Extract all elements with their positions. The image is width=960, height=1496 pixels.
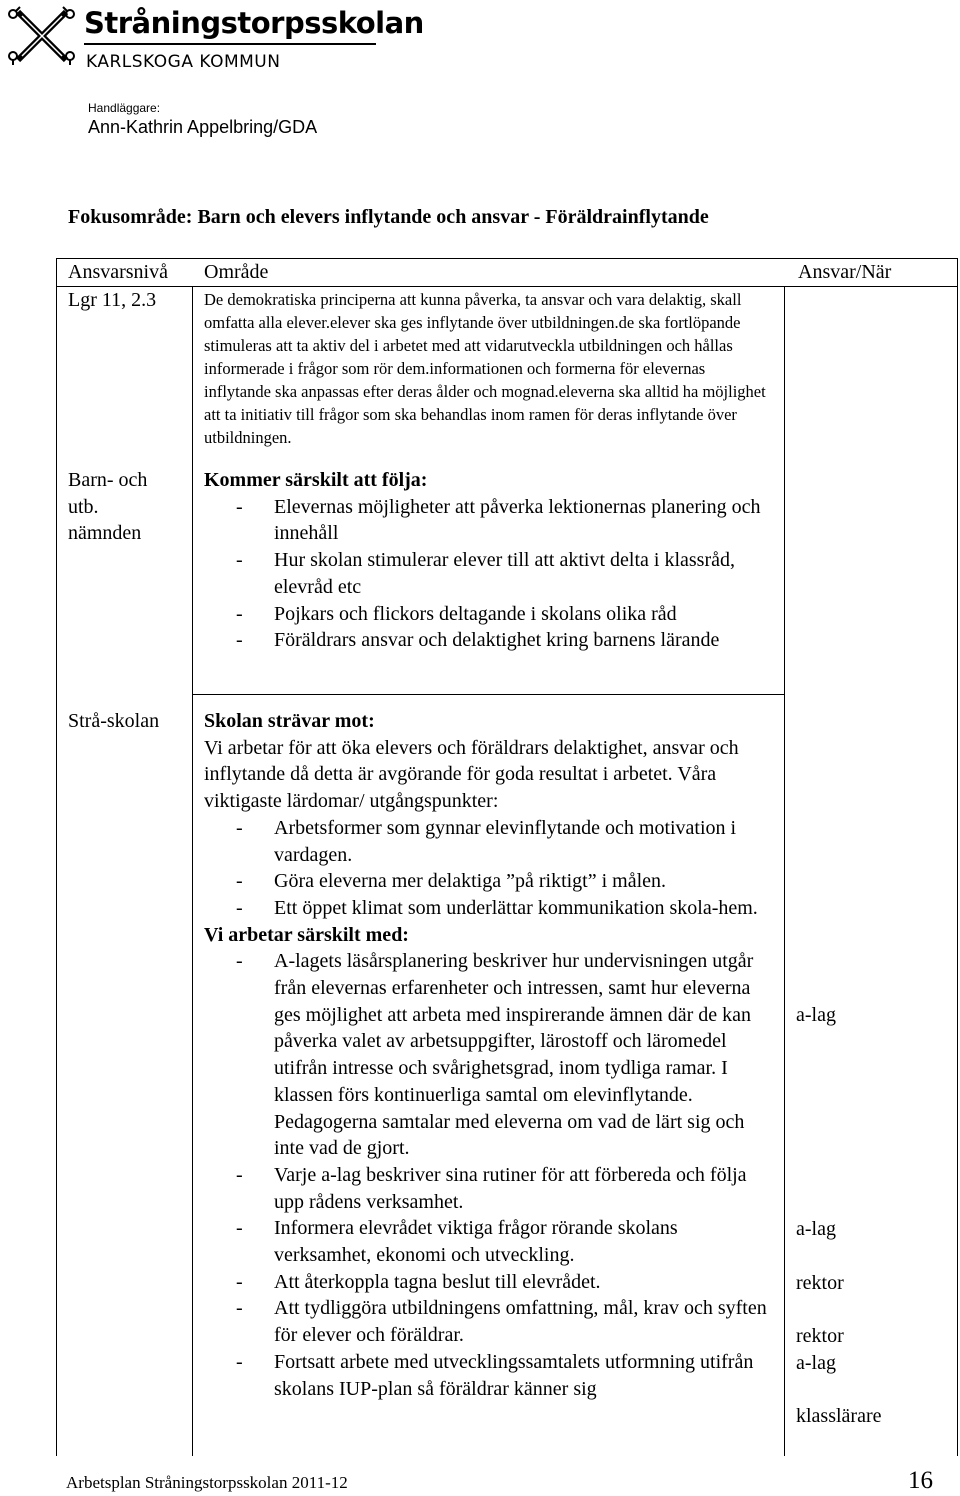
row-divider-1 (192, 694, 785, 695)
row3-paragraph: Vi arbetar för att öka elevers och föräldrars delaktighet, ansvar och inflytande då detta är avgörande för goda resultat i arbetet. Våra viktigaste lärdomar/ utgångspunkter: (204, 736, 739, 813)
row2-level-line1: Barn- och (68, 469, 148, 491)
responsible-value: rektor (796, 1272, 844, 1294)
table-border-right (957, 258, 958, 1456)
row2-list (204, 494, 779, 654)
row2-level (68, 467, 147, 547)
list-item: - Elevernas möjligheter att påverka lektionernas planering och innehåll (236, 495, 761, 545)
list-item: - Att återkoppla tagna beslut till elevrådet. (236, 1270, 601, 1293)
header-area: Område (204, 261, 269, 283)
row3-content (204, 708, 779, 1402)
school-logo-icon (4, 4, 78, 66)
list-item: - Fortsatt arbete med utvecklingssamtalets utformning utifrån skolans IUP-plan så föräldrar känner sig (236, 1350, 754, 1400)
school-name: Stråningstorpsskolan (84, 6, 424, 40)
footer-text: Arbetsplan Stråningstorpsskolan 2011-12 (66, 1473, 348, 1492)
row2-level-line2: utb. (68, 495, 99, 518)
responsible-value: klasslärare (796, 1405, 882, 1427)
row1-level: Lgr 11, 2.3 (68, 289, 157, 311)
list-item: - Göra eleverna mer delaktiga ”på riktigt” i målen. (236, 870, 667, 893)
plan-table (56, 258, 958, 1456)
row3-list-1 (204, 815, 779, 922)
row3-level: Strå-skolan (68, 710, 160, 732)
table-border-left (56, 258, 57, 1456)
municipality-name: KARLSKOGA KOMMUN (86, 52, 281, 72)
focus-area-title: Fokusområde: Barn och elevers inflytande och ansvar - Föräldrainflytande (68, 206, 709, 228)
row2-level-line3: nämnden (68, 522, 142, 545)
row2-heading: Kommer särskilt att följa: (204, 469, 428, 491)
list-item: - Ett öppet klimat som underlättar kommunikation skola-hem. (236, 896, 758, 919)
page-number: 16 (908, 1467, 933, 1494)
header-responsible: Ansvar/När (798, 261, 892, 283)
column-divider-1 (192, 286, 193, 1456)
row2-content (204, 467, 779, 654)
handlaggare-label: Handläggare: (88, 101, 161, 115)
responsible-value: rektor (796, 1325, 844, 1347)
header-level: Ansvarsnivå (68, 261, 168, 283)
list-item: - Att tydliggöra utbildningens omfattning, mål, krav och syften för elever och föräldrar. (236, 1297, 767, 1347)
list-item: - A-lagets läsårsplanering beskriver hur undervisningen utgår från elevernas erfarenheter och intressen, samt hur eleverna ges möjlighet att arbeta med inspirerande ämnen där de kan påverka valet av arbetsuppgifter, lärostoff och läromedel utifrån intresse och svårighetsgrad, inom tydliga ramar. I klassen förs kontinuerliga samtal om elevinflytande. Pedagogerna samtalar med eleverna om vad de lärt sig och inte vad de gjort. (236, 950, 754, 1160)
column-divider-2 (784, 286, 785, 1456)
list-item: - Arbetsformer som gynnar elevinflytande och motivation i vardagen. (236, 816, 737, 866)
handlaggare-name: Ann-Kathrin Appelbring/GDA (88, 117, 318, 137)
list-item: - Föräldrars ansvar och delaktighet kring barnens lärande (236, 629, 720, 652)
list-item: - Informera elevrådet viktiga frågor rörande skolans verksamhet, ekonomi och utveckling. (236, 1217, 678, 1267)
row3-list-2 (204, 948, 779, 1402)
responsible-value: a-lag (796, 1218, 836, 1240)
row3-heading-2: Vi arbetar särskilt med: (204, 923, 409, 946)
list-item: - Varje a-lag beskriver sina rutiner för att förbereda och följa upp rådens verksamhet. (236, 1163, 747, 1213)
header-row-divider (56, 286, 958, 287)
list-item: - Pojkars och flickors deltagande i skolans olika råd (236, 602, 677, 625)
list-item: - Hur skolan stimulerar elever till att aktivt delta i klassråd, elevråd etc (236, 549, 735, 598)
header-divider (84, 43, 376, 45)
row3-heading-1: Skolan strävar mot: (204, 710, 375, 732)
row1-text: De demokratiska principerna att kunna påverka, ta ansvar och vara delaktig, skall omfatta alla elever.elever ska ges inflytande över utbildningen.de ska fortlöpande stimuleras att ta aktiv del i arbetet med att vidarutveckla utbildningen och hållas informerade i frågor som rör dem.informationen och formerna för elevernas inflytande ska anpassas efter deras ålder och mognad.eleverna ska alltid ha möjlighet att ta initiativ till frågor som ska behandlas inom ramen för deras inflytande över utbildningen. (204, 290, 766, 447)
responsible-value: a-lag (796, 1352, 836, 1374)
responsible-value: a-lag (796, 1004, 836, 1026)
